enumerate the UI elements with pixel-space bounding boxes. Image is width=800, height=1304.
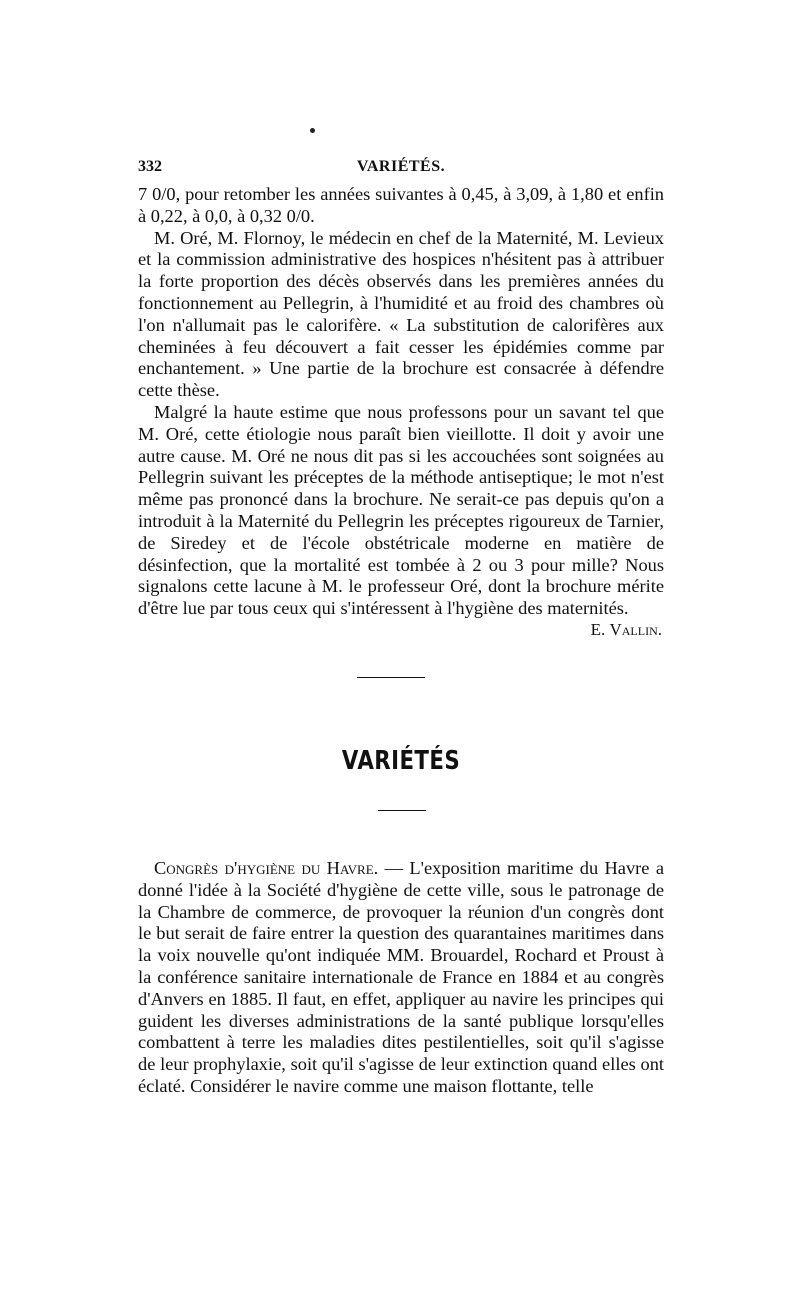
author-signature [591, 620, 662, 640]
review-paragraph-3: Malgré la haute estime que nous professons pour un savant tel que M. Oré, cette étiologie nous paraît bien vieillotte. Il doit y avoir une autre cause. M. Oré ne nous dit pas si les accouchées sont soignées au Pellegrin suivant les préceptes de la méthode antiseptique; le mot n'est même pas prononcé dans la brochure. Ne serait-ce pas depuis qu'on a introduit à la Maternité du Pellegrin les préceptes rigoureux de Tarnier, de Siredey et de l'école obstétricale moderne en matière de désinfection, que la mortalité est tombée à 2 ou 3 pour mille? Nous signalons cette lacune à M. le professeur Oré, dont la brochure mérite d'être lue par tous ceux qui s'intéressent à l'hygiène des maternités. [138, 401, 664, 619]
article-paragraph [138, 858, 664, 1098]
section-title: VARIÉTÉS [341, 746, 461, 776]
review-paragraph-2: M. Oré, M. Flornoy, le médecin en chef de la Maternité, M. Levieux et la commission administrative des hospices n'hésitent pas à attribuer la forte proportion des décès observés dans les premières années du fonctionnement au Pellegrin, à l'humidité et au froid des chambres où l'on n'allumait pas le calorifère. « La substitution de calorifères aux cheminées à feu découvert a fait cesser les épidémies comme par enchantement. » Une partie de la brochure est consacrée à défendre cette thèse. [138, 227, 664, 401]
running-title: VARIÉTÉS. [356, 158, 446, 175]
ink-speck [310, 128, 315, 133]
signature-name: Vallin. [609, 620, 662, 639]
page-header [138, 158, 664, 182]
signature-initial: E. [590, 620, 606, 639]
article-lead: Congrès d'hygiène du Havre. [154, 858, 379, 878]
title-underline-rule [378, 810, 426, 811]
article-body [138, 858, 664, 1098]
page-number: 332 [138, 158, 162, 175]
review-continuation [138, 184, 664, 620]
article-text: — L'exposition maritime du Havre a donné l'idée à la Société d'hygiène de cette ville, sous le patronage de la Chambre de commerce, de provoquer la réunion d'un congrès dont le but serait de faire entrer la question des quarantaines maritimes dans la voix nouvelle qu'ont indiquée MM. Brouardel, Rochard et Proust à la conférence sanitaire internationale de France en 1884 et au congrès d'Anvers en 1885. Il faut, en effet, appliquer au navire les principes qui guident les diverses administrations de la santé publique lorsqu'elles combattent à terre les maladies dites pestilentielles, soit qu'il s'agisse de leur prophylaxie, soit qu'il s'agisse de leur extinction quand elles ont éclaté. Considérer le navire comme une maison flottante, telle [138, 858, 664, 1096]
section-divider-rule [357, 677, 425, 678]
review-paragraph-1: 7 0/0, pour retomber les années suivantes à 0,45, à 3,09, à 1,80 et enfin à 0,22, à 0,0, à 0,32 0/0. [138, 184, 664, 226]
